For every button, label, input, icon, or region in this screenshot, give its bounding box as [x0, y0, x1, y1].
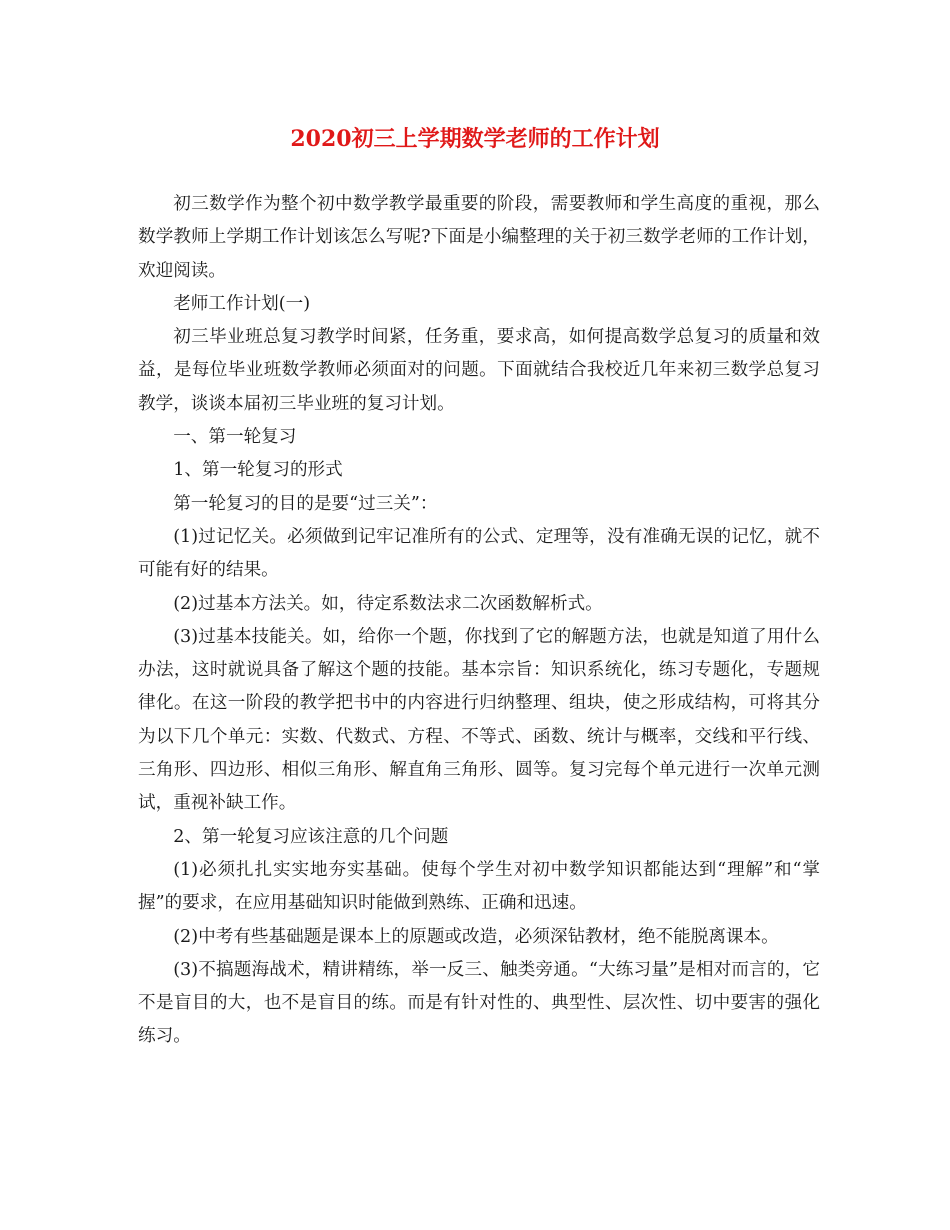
- list-item-skill: (3)过基本技能关。如，给你一个题，你找到了它的解题方法，也就是知道了用什么办法，这时就说具备了解这个题的技能。基本宗旨：知识系统化，练习专题化，专题规律化。在这一阶段的教学把书中的内容进行归纳整理、组块，使之形成结构，可将其分为以下几个单元：实数、代数式、方程、不等式、函数、统计与概率，交线和平行线、三角形、四边形、相似三角形、解直角三角形、圆等。复习完每个单元进行一次单元测试，重视补缺工作。: [138, 626, 820, 814]
- section-heading-plan-1: 老师工作计划(一): [173, 293, 311, 314]
- paragraph-three-passes: 第一轮复习的目的是要“过三关”：: [173, 493, 438, 514]
- list-item-foundation: (1)必须扎扎实实地夯实基础。使每个学生对初中数学知识都能达到“理解”和“掌握”的要求，在应用基础知识时能做到熟练、正确和迅速。: [138, 859, 820, 914]
- document-body: [138, 188, 820, 1054]
- paragraph-intro: 初三数学作为整个初中数学教学最重要的阶段，需要教师和学生高度的重视，那么数学教师上学期工作计划该怎么写呢?下面是小编整理的关于初三数学老师的工作计划，欢迎阅读。: [138, 194, 820, 281]
- document-title: 2020初三上学期数学老师的工作计划: [290, 126, 660, 152]
- list-item-practice: (3)不搞题海战术，精讲精练，举一反三、触类旁通。“大练习量”是相对而言的，它不是盲目的大，也不是盲目的练。而是有针对性的、典型性、层次性、切中要害的强化练习。: [138, 959, 820, 1047]
- section-heading-first-round: 一、第一轮复习: [173, 427, 297, 448]
- list-item-method: (2)过基本方法关。如，待定系数法求二次函数解析式。: [173, 593, 603, 614]
- subheading-first-round-form: 1、第一轮复习的形式: [173, 460, 343, 481]
- subheading-first-round-issues: 2、第一轮复习应该注意的几个问题: [173, 826, 449, 847]
- paragraph-overview: 初三毕业班总复习教学时间紧，任务重，要求高，如何提高数学总复习的质量和效益，是每位毕业班数学教师必须面对的问题。下面就结合我校近几年来初三数学总复习教学，谈谈本届初三毕业班的复习计划。: [138, 327, 820, 414]
- list-item-memory: (1)过记忆关。必须做到记牢记准所有的公式、定理等，没有准确无误的记忆，就不可能有好的结果。: [138, 526, 820, 581]
- list-item-textbook: (2)中考有些基础题是课本上的原题或改造，必须深钻教材，绝不能脱离课本。: [173, 926, 779, 947]
